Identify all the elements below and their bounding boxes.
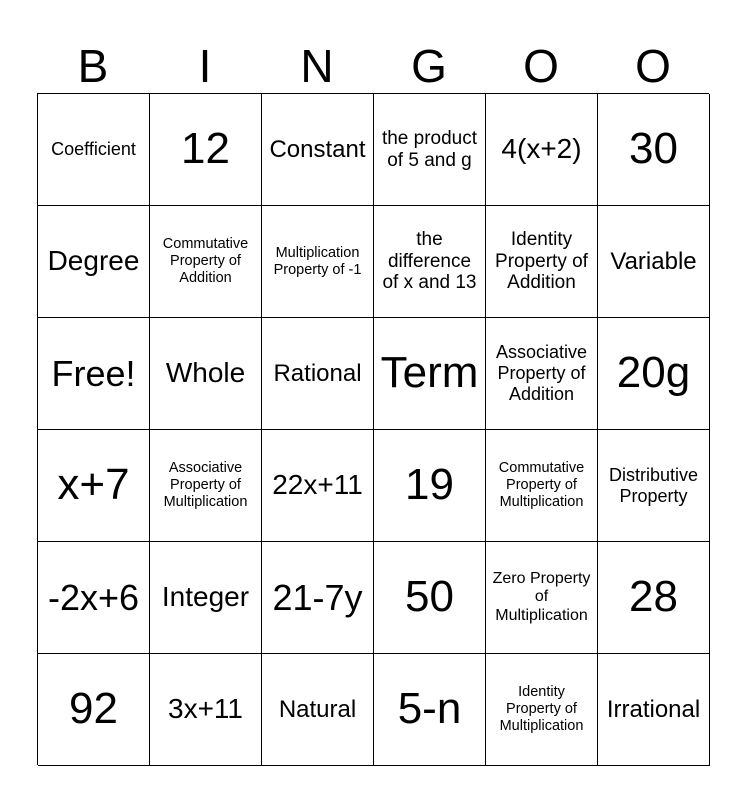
bingo-cell-r2c1: Degree <box>38 206 150 318</box>
bingo-cell-r6c5: Identity Property of Multiplication <box>486 654 598 766</box>
bingo-cell-r3c5: Associative Property of Addition <box>486 318 598 430</box>
bingo-cell-r2c6: Variable <box>598 206 710 318</box>
bingo-cell-r3c1: Free! <box>38 318 150 430</box>
bingo-cell-r2c4: the difference of x and 13 <box>374 206 486 318</box>
bingo-header <box>37 40 709 92</box>
bingo-cell-r4c6: Distributive Property <box>598 430 710 542</box>
bingo-grid <box>37 93 709 765</box>
bingo-cell-r3c4: Term <box>374 318 486 430</box>
bingo-cell-r1c5: 4(x+2) <box>486 94 598 206</box>
bingo-cell-r1c2: 12 <box>150 94 262 206</box>
header-letter-g: G <box>411 40 447 92</box>
bingo-cell-r4c2: Associative Property of Multiplication <box>150 430 262 542</box>
bingo-cell-r5c2: Integer <box>150 542 262 654</box>
bingo-cell-r2c3: Multiplication Property of -1 <box>262 206 374 318</box>
bingo-cell-r5c4: 50 <box>374 542 486 654</box>
bingo-cell-r6c2: 3x+11 <box>150 654 262 766</box>
bingo-cell-r5c5: Zero Property of Multiplication <box>486 542 598 654</box>
bingo-cell-r6c4: 5-n <box>374 654 486 766</box>
bingo-cell-r2c5: Identity Property of Addition <box>486 206 598 318</box>
bingo-cell-r1c1: Coefficient <box>38 94 150 206</box>
bingo-cell-r1c6: 30 <box>598 94 710 206</box>
bingo-cell-r4c5: Commutative Property of Multiplication <box>486 430 598 542</box>
bingo-cell-r1c4: the product of 5 and g <box>374 94 486 206</box>
bingo-cell-r3c6: 20g <box>598 318 710 430</box>
header-letter-o: O <box>523 40 559 92</box>
bingo-cell-r6c6: Irrational <box>598 654 710 766</box>
header-letter-n: N <box>300 40 334 92</box>
bingo-cell-r6c3: Natural <box>262 654 374 766</box>
bingo-cell-r5c3: 21-7y <box>262 542 374 654</box>
bingo-cell-r1c3: Constant <box>262 94 374 206</box>
bingo-cell-r4c3: 22x+11 <box>262 430 374 542</box>
header-letter-i: I <box>198 40 212 92</box>
bingo-cell-r6c1: 92 <box>38 654 150 766</box>
bingo-cell-r2c2: Commutative Property of Addition <box>150 206 262 318</box>
bingo-cell-r5c6: 28 <box>598 542 710 654</box>
bingo-cell-r3c3: Rational <box>262 318 374 430</box>
bingo-cell-r5c1: -2x+6 <box>38 542 150 654</box>
header-letter-b: B <box>77 40 109 92</box>
header-letter-o2: O <box>635 40 671 92</box>
bingo-cell-r4c1: x+7 <box>38 430 150 542</box>
bingo-cell-r3c2: Whole <box>150 318 262 430</box>
bingo-cell-r4c4: 19 <box>374 430 486 542</box>
